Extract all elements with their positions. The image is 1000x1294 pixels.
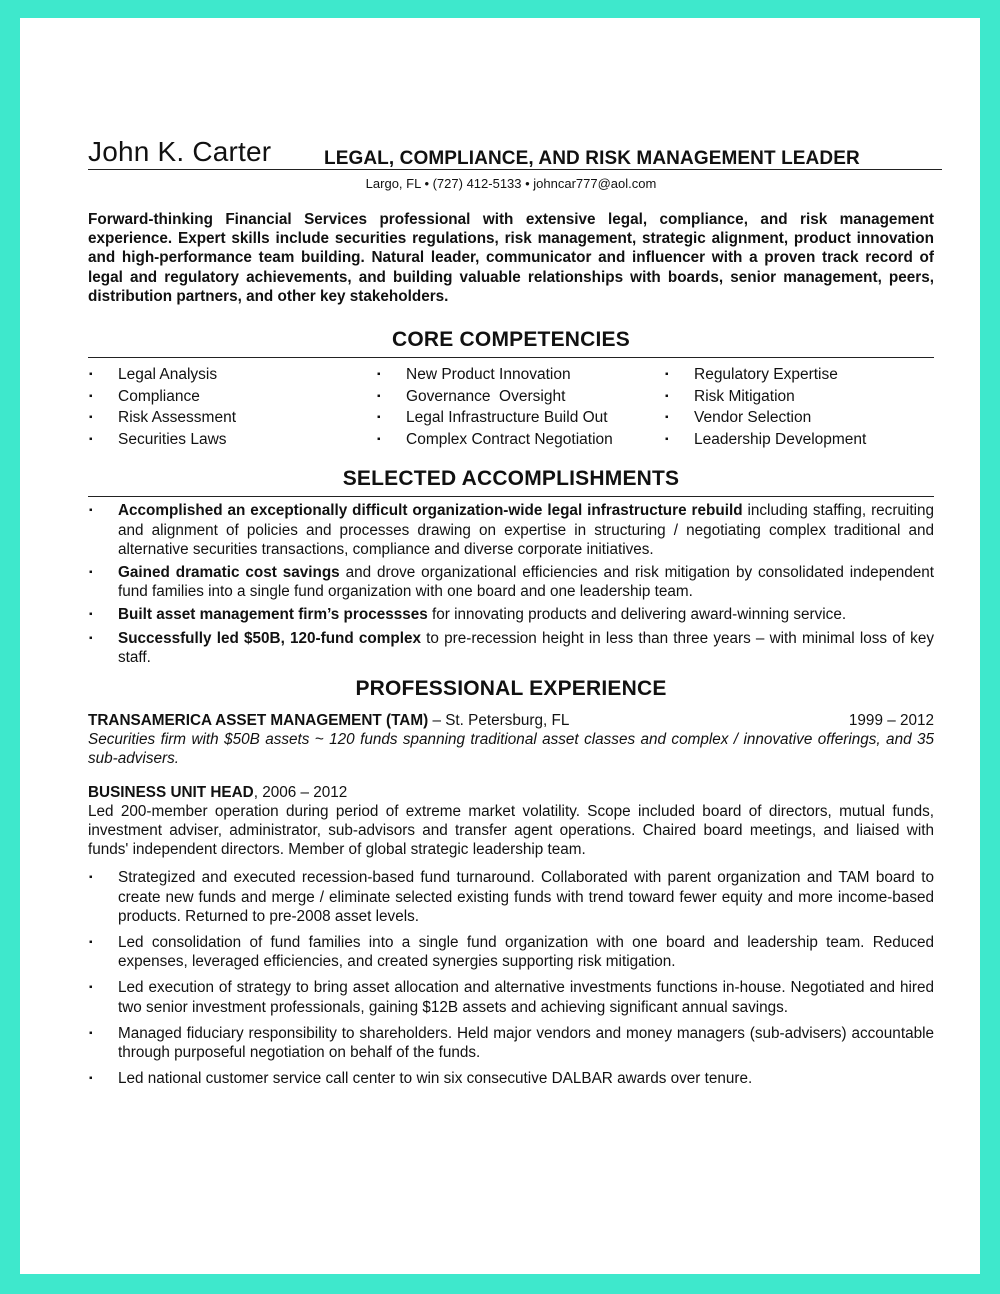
competency-label: Complex Contract Negotiation [406,430,613,448]
accomplishment-text: to pre-recession height in less than three years – with minimal loss of key staff. [118,629,934,666]
accomplishment-highlight: Accomplished an exceptionally difficult organization-wide legal infrastructure rebuild [118,502,743,520]
bullet-icon: ▪ [89,433,93,445]
competency-label: Leadership Development [694,430,867,448]
bullet-icon: ▪ [89,1027,93,1039]
company-location: – St. Petersburg, FL [428,712,570,730]
accomplishment-highlight: Successfully led $50B, 120-fund complex [118,629,421,647]
competency-label: Legal Infrastructure Build Out [406,409,608,427]
experience-bullets [88,868,934,1088]
competency-item [664,429,934,451]
bullet-icon: ▪ [665,433,669,445]
experience-text: Managed fiduciary responsibility to shareholders. Held major vendors and money managers (sub-advisers) accountable through purposeful negotiation on behalf of the funds. [118,1024,934,1062]
competency-item [376,364,664,386]
competency-item [664,407,934,429]
bullet-icon: ▪ [665,412,669,424]
bullet-icon: ▪ [89,937,93,949]
competencies-column-2 [376,364,664,450]
bullet-icon: ▪ [89,609,93,621]
competency-label: Vendor Selection [694,409,812,427]
section-divider [88,357,934,358]
company-dates: 1999 – 2012 [848,712,934,730]
professional-summary: Forward-thinking Financial Services professional with extensive legal, compliance, and risk management experience. Expert skills include securities regulations, risk management, strategic alignment, product innovation and high-performance team building. Natural leader, communicator and influencer with a proven track record of legal and regulatory achievements, and building valuable relationships with boards, senior management, peers, distribution partners, and other key stakeholders. [88,211,934,305]
bullet-icon: ▪ [89,567,93,578]
role-heading [88,783,934,802]
bullet-icon: ▪ [89,982,93,994]
accomplishments-title: SELECTED ACCOMPLISHMENTS [342,467,680,491]
accomplishment-text: and drove organizational efficiencies and risk mitigation by consolidated independent fund families into a single fund organization with one board and one leadership team. [118,564,934,601]
experience-item [88,1069,934,1088]
competency-item [664,364,934,386]
competency-label: Risk Mitigation [694,387,795,405]
experience-item [88,868,934,926]
role-title: BUSINESS UNIT HEAD [88,783,254,801]
competency-label: Risk Assessment [118,409,237,427]
competency-label: Governance Oversight [406,387,566,405]
experience-text: Led national customer service call center to win six consecutive DALBAR awards over tenure. [118,1070,753,1088]
role-description: Led 200-member operation during period of extreme market volatility. Scope included board of directors, mutual funds, investment adviser, administrator, sub-advisors and transfer agent operations. Chaired board meetings, and liaised with funds' independent directors. Member of global strategic leadership team. [88,802,934,859]
competency-item [88,429,376,451]
bullet-icon: ▪ [89,505,93,517]
company-row [88,711,934,730]
experience-text: Led execution of strategy to bring asset allocation and alternative investments functions in-house. Negotiated and hired two senior investment professionals, gaining $12B assets and achieving significant annual savings. [118,979,934,1016]
accomplishment-highlight: Built asset management firm’s processses [118,606,428,624]
competency-label: New Product Innovation [406,366,571,384]
competencies-column-3 [664,364,934,450]
header-divider [88,169,942,170]
accomplishment-highlight: Gained dramatic cost savings [118,564,340,581]
competency-item [664,386,934,408]
role-dates: , 2006 – 2012 [253,783,348,801]
bullet-icon: ▪ [665,390,669,402]
competency-item [88,386,376,408]
competency-item [88,364,376,386]
accomplishment-text: including staffing, recruiting and alignment of policies and processes drawing on expertise in structuring / negotiating complex traditional and alternative securities transactions, compliance and diverse corporate initiatives. [118,502,934,558]
bullet-icon: ▪ [89,632,93,644]
competency-item [376,386,664,408]
accomplishment-item [88,629,934,667]
candidate-name: John K. Carter [88,136,272,167]
accomplishments-list [88,501,934,667]
resume-content [88,136,934,1095]
bullet-icon: ▪ [377,412,381,424]
resume-page [20,18,980,1274]
experience-item [88,933,934,971]
accomplishment-item [88,605,934,624]
resume-header [88,136,934,191]
experience-item [88,1024,934,1062]
competency-label: Securities Laws [118,430,227,448]
bullet-icon: ▪ [89,1073,93,1085]
accomplishment-text: for innovating products and delivering award-winning service. [427,606,847,624]
company-name: TRANSAMERICA ASSET MANAGEMENT (TAM) [88,712,429,730]
bullet-icon: ▪ [89,369,93,381]
bullet-icon: ▪ [377,390,381,402]
experience-text: Led consolidation of fund families into a single fund organization with one board and leadership team. Reduced expenses, leveraged efficiencies, and created synergies supporting risk mitigation. [118,934,934,971]
competency-item [88,407,376,429]
accomplishment-item [88,501,934,559]
competency-item [376,407,664,429]
bullet-icon: ▪ [89,872,93,884]
competencies-column-1 [88,364,376,450]
competencies-grid [88,364,934,450]
competency-item [376,429,664,451]
competency-label: Legal Analysis [118,366,218,384]
section-divider [88,496,934,497]
bullet-icon: ▪ [665,369,669,381]
experience-title: PROFESSIONAL EXPERIENCE [355,677,667,701]
competency-label: Regulatory Expertise [694,366,838,384]
candidate-headline: LEGAL, COMPLIANCE, AND RISK MANAGEMENT LEADER [324,148,860,169]
bullet-icon: ▪ [89,412,93,424]
experience-item [88,978,934,1016]
bullet-icon: ▪ [377,369,381,381]
experience-text: Strategized and executed recession-based fund turnaround. Collaborated with parent organization and TAM board to create new funds and merge / eliminate selected existing funds with trend toward fewer equity and more income-based products. Returned to pre-2008 asset levels. [118,869,934,925]
bullet-icon: ▪ [89,390,93,402]
core-competencies-title: CORE COMPETENCIES [392,328,630,352]
competency-label: Compliance [118,387,200,405]
company-description: Securities firm with $50B assets ~ 120 funds spanning traditional asset classes and complex / innovative offerings, and 35 sub-advisers. [88,731,934,768]
accomplishment-item [88,563,934,601]
bullet-icon: ▪ [377,433,381,445]
contact-info: Largo, FL • (727) 412-5133 • johncar777@aol.com [365,176,657,191]
